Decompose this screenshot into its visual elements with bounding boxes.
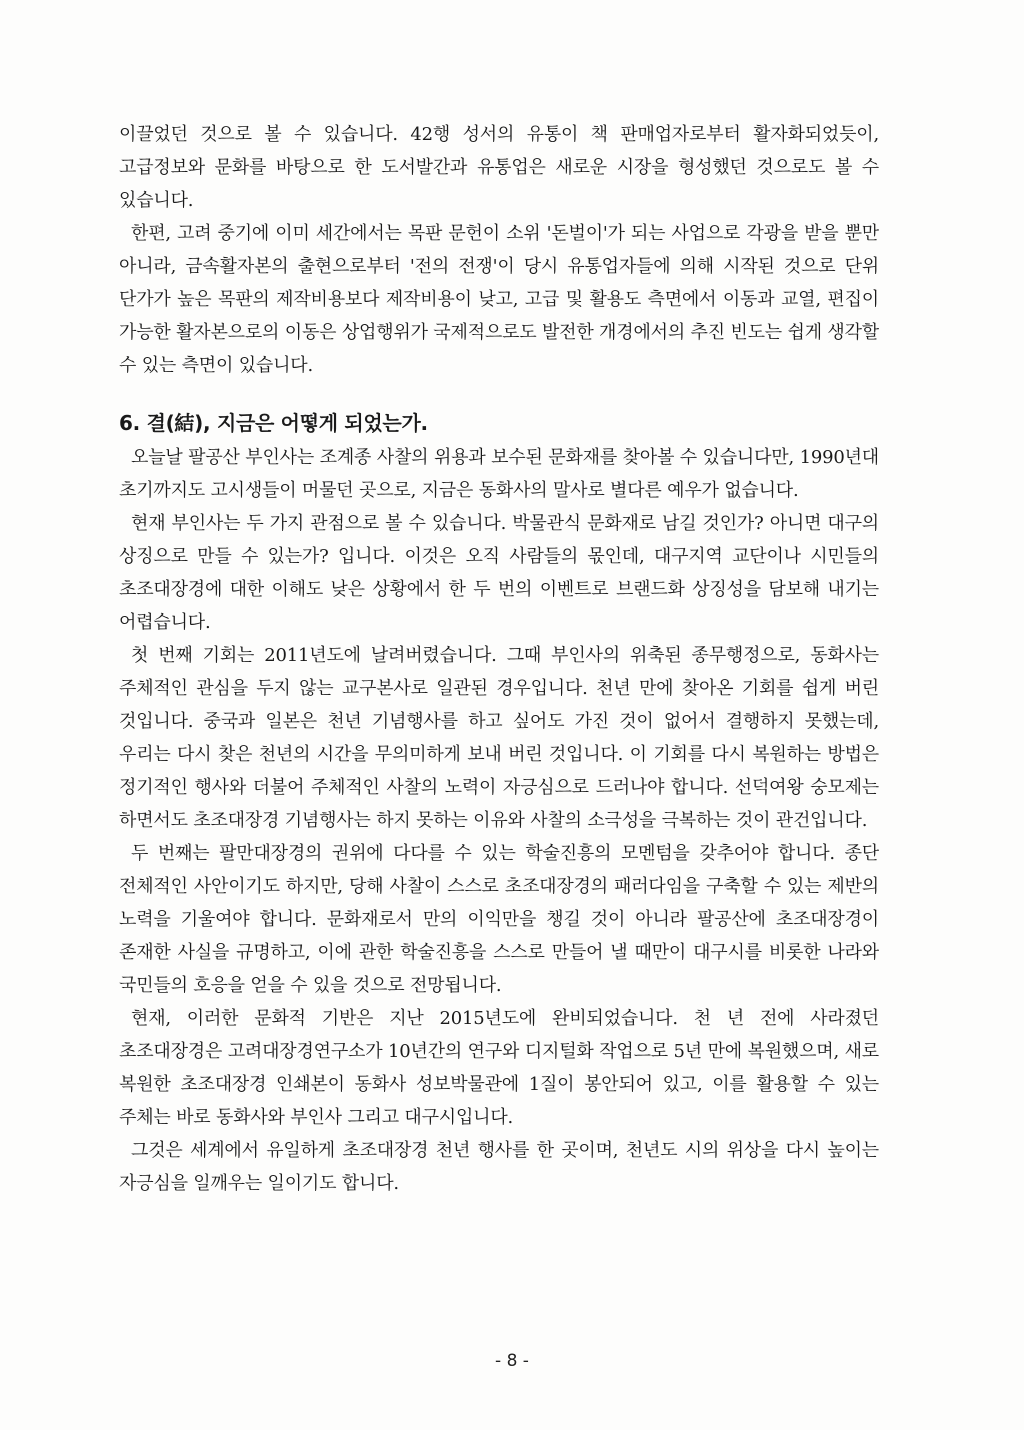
paragraph-conclusion: 그것은 세계에서 유일하게 초조대장경 천년 행사를 한 곳이며, 천년도 시의 위상을 다시 높이는 자긍심을 일깨우는 일이기도 합니다. [119, 1140, 880, 1194]
paragraph-second-momentum: 두 번째는 팔만대장경의 권위에 다다를 수 있는 학술진흥의 모멘텀을 갖추어야 합니다. 종단 전체적인 사안이기도 하지만, 당해 사찰이 스스로 초조대장경의 패러다임을 구축할 수 있는 제반의 노력을 기울여야 합니다. 문화재로서 만의 이익만을 챙길 것이 아니라 팔공산에 초조대장경이 존재한 사실을 규명하고, 이에 관한 학술진흥을 스스로 만들어 낼 때만이 대구시를 비롯한 나라와 국민들의 호응을 얻을 수 있을 것으로 전망됩니다. [119, 843, 879, 996]
paragraph-cultural-foundation: 현재, 이러한 문화적 기반은 지난 2015년도에 완비되었습니다. 천 년 전에 사라졌던 초조대장경은 고려대장경연구소가 10년간의 연구와 디지털화 작업으로 5년 만에 복원했으며, 새로 복원한 초조대장경 인쇄본이 동화사 성보박물관에 1질이 봉안되어 있고, 이를 활용할 수 있는 주체는 바로 동화사와 부인사 그리고 대구시입니다. [119, 1008, 879, 1128]
paragraph-goryeo-woodblock: 한편, 고려 중기에 이미 세간에서는 목판 문헌이 소위 '돈벌이'가 되는 사업으로 각광을 받을 뿐만 아니라, 금속활자본의 출현으로부터 '전의 전쟁'이 당시 유통업자들에 의해 시작된 것으로 단위 단가가 높은 목판의 제작비용보다 제작비용이 낮고, 고급 및 활용도 측면에서 이동과 교열, 편집이 가능한 활자본으로의 이동은 상업행위가 국제적으로도 발전한 개경에서의 추진 빈도는 쉽게 생각할 수 있는 측면이 있습니다. [119, 223, 880, 376]
section-heading: 6. 결(結), 지금은 어떻게 되었는가. [119, 411, 428, 435]
paragraph-first-opportunity: 첫 번째 기회는 2011년도에 날려버렸습니다. 그때 부인사의 위축된 종무행정으로, 동화사는 주체적인 관심을 두지 않는 교구본사로 일관된 경우입니다. 천년 만에 찾아온 기회를 쉽게 버린 것입니다. 중국과 일본은 천년 기념행사를 하고 싶어도 가진 것이 없어서 결행하지 못했는데, 우리는 다시 찾은 천년의 시간을 무의미하게 보내 버린 것입니다. 이 기회를 다시 복원하는 방법은 정기적인 행사와 더불어 주체적인 사찰의 노력이 자긍심으로 드러나야 합니다. 선덕여왕 숭모제는 하면서도 초조대장경 기념행사는 하지 못하는 이유와 사찰의 소극성을 극복하는 것이 관건입니다. [119, 645, 880, 831]
paragraph-buinsa-today: 오늘날 팔공산 부인사는 조계종 사찰의 위용과 보수된 문화재를 찾아볼 수 있습니다만, 1990년대 초기까지도 고시생들이 머물던 곳으로, 지금은 동화사의 말사로 별다른 예우가 없습니다. [119, 447, 879, 501]
page-body [119, 118, 879, 1200]
paragraph-continued: 이끌었던 것으로 볼 수 있습니다. 42행 성서의 유통이 책 판매업자로부터 활자화되었듯이, 고급정보와 문화를 바탕으로 한 도서발간과 유통업은 새로운 시장을 형성했던 것으로도 볼 수 있습니다. [119, 124, 879, 211]
paragraph-two-perspectives: 현재 부인사는 두 가지 관점으로 볼 수 있습니다. 박물관식 문화재로 남길 것인가? 아니면 대구의 상징으로 만들 수 있는가? 입니다. 이것은 오직 사람들의 몫인데, 대구지역 교단이나 시민들의 초조대장경에 대한 이해도 낮은 상황에서 한 두 번의 이벤트로 브랜드화 상징성을 담보해 내기는 어렵습니다. [119, 513, 879, 633]
page-number: - 8 - [495, 1351, 529, 1371]
